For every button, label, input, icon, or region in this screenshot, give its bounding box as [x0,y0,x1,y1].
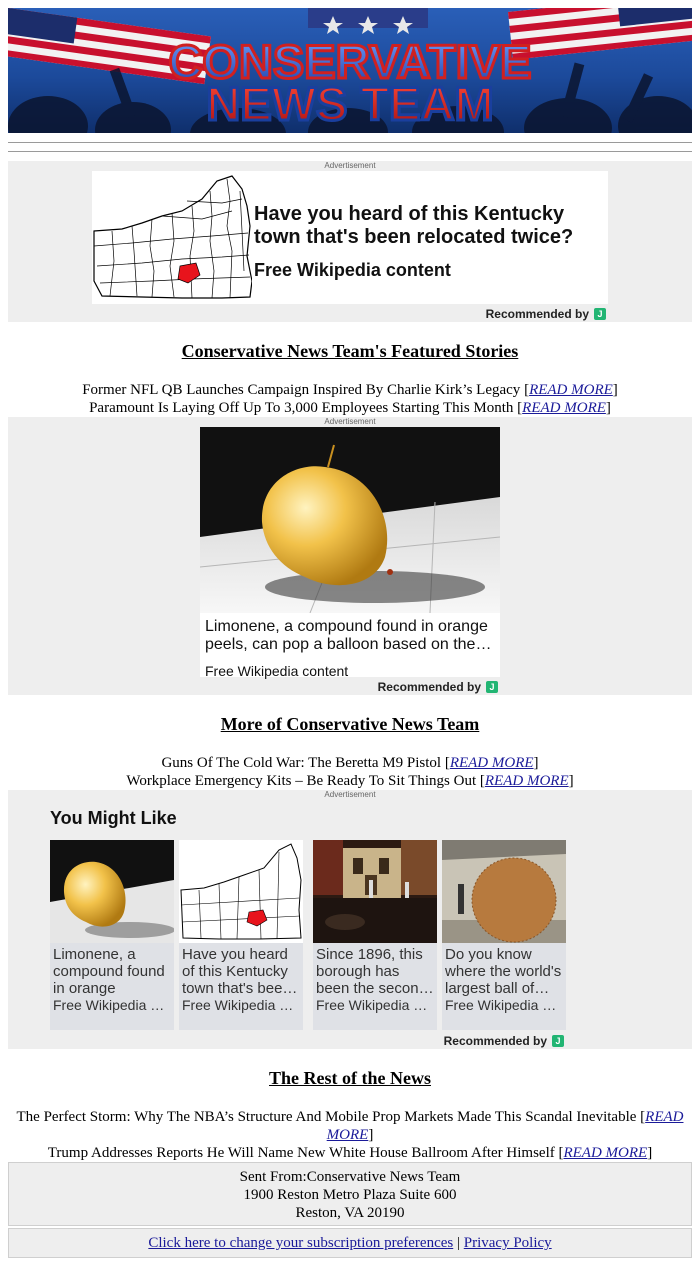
recommended-by[interactable] [378,680,498,694]
kentucky-map-image [179,840,303,943]
story-item: Trump Addresses Reports He Will Name New White House Ballroom After Himself [READ MORE] [47,1145,653,1161]
divider [8,151,692,152]
ad-label: Advertisement [324,417,376,426]
footer-address-block [8,1162,692,1226]
flag-right [508,8,692,60]
story-item: Paramount Is Laying Off Up To 3,000 Employees Starting This Month [READ MORE] [89,400,611,416]
story-item: The Perfect Storm: Why The NBA’s Structure And Mobile Prop Markets Made This Scandal Inevitable [READ MORE] [16,1109,684,1143]
card-source: Free Wikipedia c… [445,997,563,1013]
ad-source: Free Wikipedia content [254,260,451,280]
privacy-policy-link[interactable]: Privacy Policy [463,1235,552,1251]
read-more-link[interactable]: READ MORE [563,1145,648,1161]
site-banner[interactable] [8,8,692,133]
card-thumbnail [50,840,174,943]
recommendation-card[interactable] [442,840,566,1030]
read-more-link[interactable]: READ MORE [484,773,569,789]
balloon-photo-image [50,840,174,943]
kentucky-map-image [92,171,252,304]
link-separator: | [456,1235,460,1251]
you-might-like-heading: You Might Like [50,808,177,828]
address-line-2: Reston, VA 20190 [295,1205,405,1221]
banner-line1: CONSERVATIVE [168,35,532,88]
section-heading-more: More of Conservative News Team [220,714,480,734]
divider [8,142,692,143]
subscription-preferences-link[interactable]: Click here to change your subscription preferences [148,1235,454,1251]
card-source: Free Wikipedia c… [316,997,434,1013]
card-title: Have you heard of this Kentucky town that's bee… [182,946,298,997]
footer-links [8,1228,692,1258]
read-more-link[interactable]: READ MORE [529,382,613,398]
recommended-by[interactable] [486,307,606,321]
card-title: Do you know where the world's largest ball of… [445,946,562,997]
balloon-photo-image [200,427,500,613]
flag-mid [308,8,428,34]
ad-label: Advertisement [324,790,376,799]
section-heading-featured: Conservative News Team's Featured Stories [181,341,519,361]
banner-art [8,8,692,133]
story-title: Guns Of The Cold War: The Beretta M9 Pistol [161,755,442,771]
recommendation-card[interactable] [179,840,303,1030]
ad-headline[interactable]: Limonene, a compound found in orange peels, can pop a balloon based on the… [205,618,492,653]
card-source: Free Wikipedia c… [182,997,300,1013]
read-more-link[interactable]: READ MORE [522,400,606,416]
story-title: Workplace Emergency Kits – Be Ready To Sit Things Out [126,773,477,789]
recommender-logo-icon: J [594,308,606,320]
recommendation-card[interactable] [50,840,174,1030]
story-item: Guns Of The Cold War: The Beretta M9 Pistol [READ MORE] [161,755,539,771]
story-title: The Perfect Storm: Why The NBA’s Structure And Mobile Prop Markets Made This Scandal Inevitable [16,1109,637,1125]
card-title: Since 1896, this borough has been the secon… [316,946,434,997]
card-thumbnail [313,840,437,943]
recommended-label: Recommended by [377,680,481,694]
story-item: Former NFL QB Launches Campaign Inspired By Charlie Kirk’s Legacy [READ MORE] [82,382,618,398]
banner-line2: NEWS TEAM [206,77,494,130]
sent-from: Sent From:Conservative News Team [239,1169,461,1185]
recommended-label: Recommended by [443,1034,547,1048]
read-more-link[interactable]: READ MORE [449,755,534,771]
twine-ball-photo-image [442,840,566,943]
story-item: Workplace Emergency Kits – Be Ready To Sit Things Out [READ MORE] [126,773,574,789]
ad-card-limonene[interactable] [200,427,500,677]
ad-slot-1 [8,161,692,322]
ad-slot-2 [8,417,692,695]
recommender-logo-icon: J [552,1035,564,1047]
street-photo-image [313,840,437,943]
section-heading-rest: The Rest of the News [269,1068,431,1088]
address-line-1: 1900 Reston Metro Plaza Suite 600 [243,1187,457,1203]
recommended-label: Recommended by [485,307,589,321]
ad-label: Advertisement [324,161,376,170]
story-title: Trump Addresses Reports He Will Name New White House Ballroom After Himself [47,1145,555,1161]
card-source: Free Wikipedia c… [53,997,171,1013]
card-thumbnail [179,840,303,943]
card-title: Limonene, a compound found in orange [53,946,165,997]
card-thumbnail [442,840,566,943]
ad-slot-3 [8,790,692,1049]
story-title: Former NFL QB Launches Campaign Inspired By Charlie Kirk’s Legacy [82,382,521,398]
recommender-logo-icon: J [486,681,498,693]
ad-card-kentucky[interactable] [92,171,608,304]
story-title: Paramount Is Laying Off Up To 3,000 Employees Starting This Month [89,400,514,416]
read-more-link[interactable]: READ MORE [326,1109,684,1143]
recommended-by[interactable] [444,1034,564,1048]
recommendation-card[interactable] [313,840,437,1030]
ad-headline[interactable]: Have you heard of this Kentucky town that's been relocated twice? [254,203,574,248]
ad-source: Free Wikipedia content [205,663,349,679]
